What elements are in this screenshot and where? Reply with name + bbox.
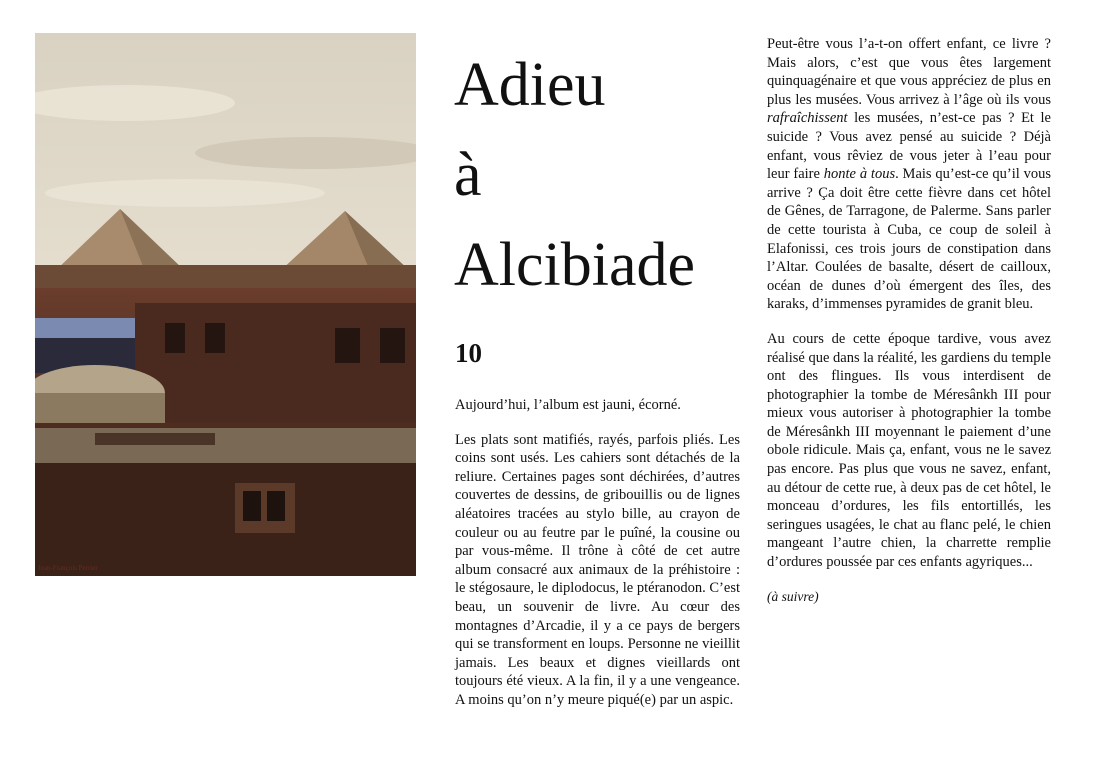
- paragraph: Aujourd’hui, l’album est jauni, écorné.: [455, 397, 681, 413]
- text-column-1: [455, 396, 740, 726]
- article-title: [454, 40, 754, 310]
- paragraph: Peut-être vous l’a-t-on offert enfant, ce livre ? Mais alors, c’est que vous êtes largement quinquagénaire et que vous appréciez de plus en plus les musées. Vous arrivez à l’âge où ils vous rafraîchissent les musées, n’est-ce pas ? Et le suicide ? Vous avez pensé au suicide ? Déjà enfant, vous rêviez de vous jeter à l’eau pour leur faire honte à tous. Mais qu’est-ce qu’il vous arrive ? Ça doit être cette fièvre dans cet hôtel de Gênes, de Tarragone, de Palerme. Sans parler de cette tourista à Cuba, ce coup de soleil à Elafonissi, ces trois jours de constipation dans l’Altar. Coulées de basalte, désert de cailloux, océan de dunes d’où émergent des îles, des karaks, d’immenses pyramides de granit bleu.: [767, 36, 1051, 313]
- chapter-number: 10: [455, 338, 482, 368]
- title-line-2: à: [454, 141, 482, 209]
- title-line-1: Adieu: [454, 51, 606, 119]
- title-line-3: Alcibiade: [454, 231, 696, 299]
- paragraph: Au cours de cette époque tardive, vous avez réalisé que dans la réalité, les gardiens du temple ont des flingues. Ils vous interdisent de photographier la tombe de Méresânkh III pour mieux vous autoriser à photographier la tombe de Méresânkh III moyennant le paiement d’une obole ridicule. Mais ça, enfant, vous ne le savez pas encore. Pas plus que vous ne savez, enfant, au détour de cette rue, à deux pas de cet hôtel, le monceau d’ordures, les fils entortillés, les seringues usagées, le chat au flanc pelé, le chien mangeant l’autre chien, la charrette remplie d’ordures poussée par ces enfants agyriques...: [767, 330, 1051, 571]
- pyramids-photo: [35, 33, 416, 576]
- text-column-2: [767, 35, 1051, 622]
- photo-credit: Jean-François Perrier: [38, 564, 98, 572]
- to-be-continued: (à suivre): [767, 588, 819, 604]
- paragraph: Les plats sont matifiés, rayés, parfois pliés. Les coins sont usés. Les cahiers sont détachés de la reliure. Certaines pages sont déchirées, d’autres couvertes de dessins, de gribouillis ou de lignes aléatoires tracées au stylo bille, au crayon de couleur ou au feutre par le puîné, la cousine ou par vous-même. Il trône à côté de cet autre album consacré aux animaux de la préhistoire : le stégosaure, le diplodocus, le ptéranodon. C’est beau, un souvenir de livre. Au cœur des montagnes d’Arcadie, il y a ce pays de bergers qui se transforment en loups. Personne ne vieillit jamais. Les beaux et dignes vieillards ont toujours été vieux. A la fin, il y a une vengeance. A moins qu’on n’y meure piqué(e) par un aspic.: [455, 431, 740, 708]
